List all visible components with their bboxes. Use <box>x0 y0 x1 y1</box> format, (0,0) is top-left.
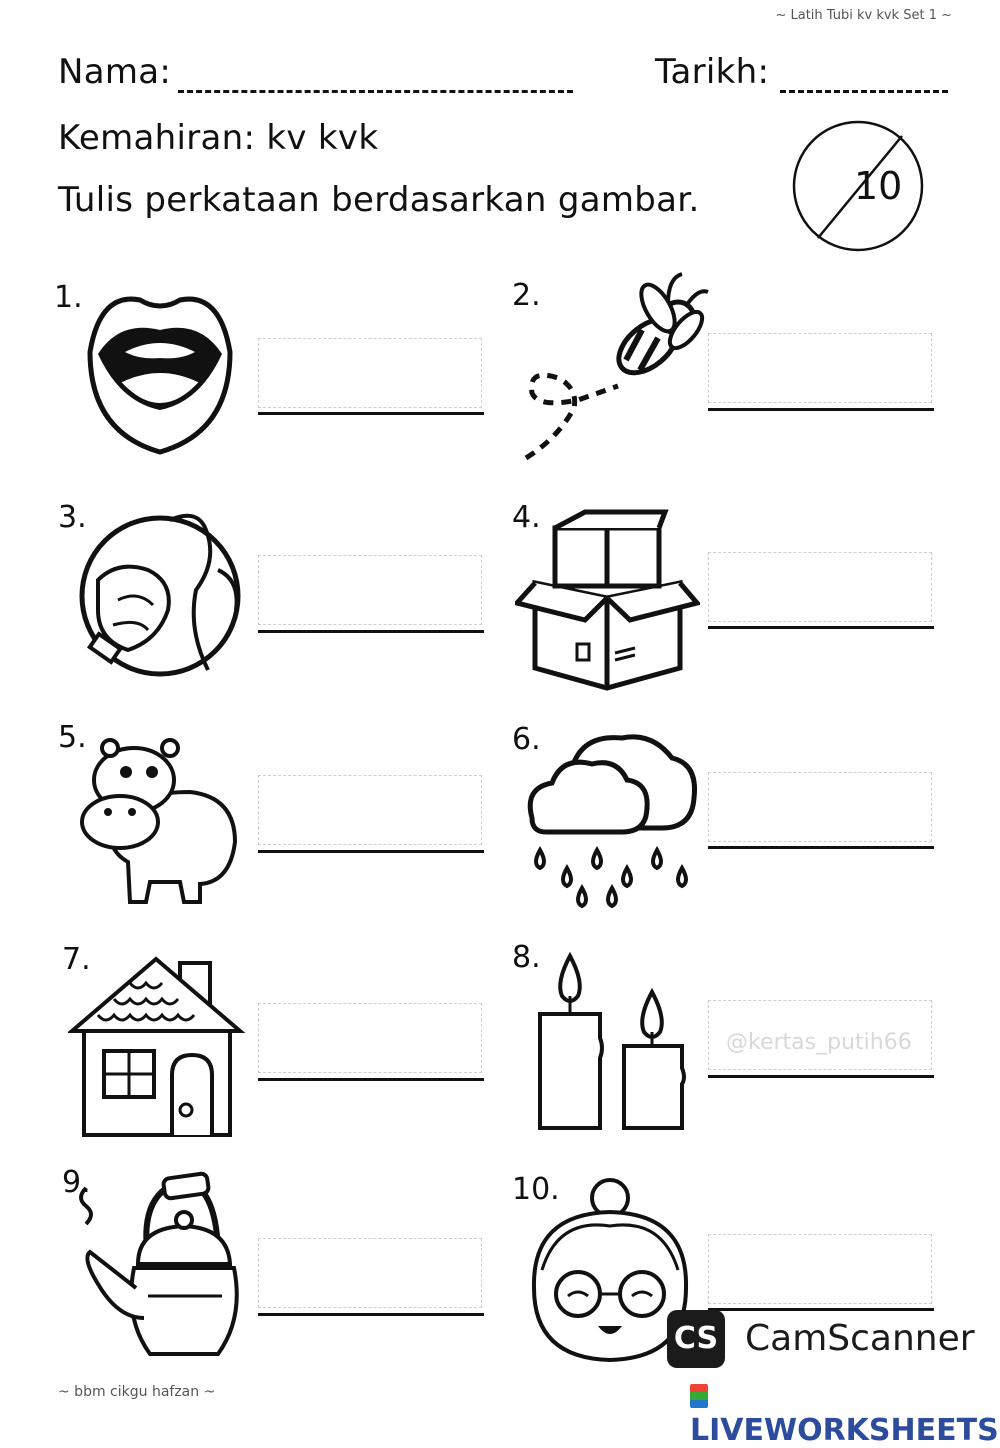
answer-line <box>708 1308 934 1311</box>
question-number: 4. <box>512 500 541 535</box>
answer-line <box>258 850 484 853</box>
instruction-text: Tulis perkataan berdasarkan gambar. <box>58 180 700 220</box>
camscanner-logo-icon: CS <box>667 1310 725 1368</box>
liveworksheets-text: LIVEWORKSHEETS <box>690 1413 999 1448</box>
watermark-text: @kertas_putih66 <box>726 1030 912 1055</box>
question-number: 2. <box>512 278 541 313</box>
hippo-icon <box>80 722 245 912</box>
footer-credit: ~ bbm cikgu hafzan ~ <box>58 1384 216 1400</box>
score-total: 10 <box>854 164 903 208</box>
answer-line <box>258 630 484 633</box>
tarikh-label: Tarikh: <box>655 52 770 92</box>
nama-label: Nama: <box>58 52 172 92</box>
answer-box[interactable] <box>708 552 932 622</box>
answer-line <box>708 626 934 629</box>
kettle-icon <box>68 1168 248 1363</box>
question-number: 5. <box>58 720 87 755</box>
question-number: 3. <box>58 500 87 535</box>
question-number: 9. <box>62 1165 91 1200</box>
answer-line <box>708 408 934 411</box>
question-number: 8. <box>512 940 541 975</box>
answer-box[interactable] <box>258 1238 482 1308</box>
answer-box[interactable] <box>708 772 932 842</box>
answer-line <box>258 1313 484 1316</box>
answer-line <box>258 1078 484 1081</box>
kemahiran-label: Kemahiran: kv kvk <box>58 118 379 158</box>
cabbage-icon <box>78 500 248 685</box>
liveworksheets-icon <box>690 1384 708 1408</box>
mouth-icon <box>80 282 240 462</box>
answer-box[interactable] <box>258 1003 482 1073</box>
answer-line <box>708 846 934 849</box>
answer-line <box>258 412 484 415</box>
answer-box[interactable] <box>258 555 482 625</box>
bee-icon <box>518 268 718 468</box>
question-number: 7. <box>62 942 91 977</box>
set-label: ~ Latih Tubi kv kvk Set 1 ~ <box>775 8 952 23</box>
question-number: 10. <box>512 1172 560 1207</box>
liveworksheets-logo <box>690 1378 1000 1448</box>
answer-box[interactable] <box>258 775 482 845</box>
score-circle <box>790 118 926 254</box>
question-number: 1. <box>54 280 83 315</box>
camscanner-text: CamScanner <box>745 1318 975 1359</box>
answer-line <box>708 1075 934 1078</box>
tarikh-input-line[interactable] <box>780 90 948 93</box>
answer-box[interactable] <box>708 333 932 403</box>
question-number: 6. <box>512 722 541 757</box>
nama-input-line[interactable] <box>178 90 573 93</box>
candles-icon <box>526 948 696 1138</box>
answer-box[interactable] <box>258 338 482 408</box>
house-icon <box>68 955 246 1140</box>
answer-box[interactable] <box>708 1234 932 1304</box>
box-icon <box>515 508 700 693</box>
rain-cloud-icon <box>522 728 700 918</box>
